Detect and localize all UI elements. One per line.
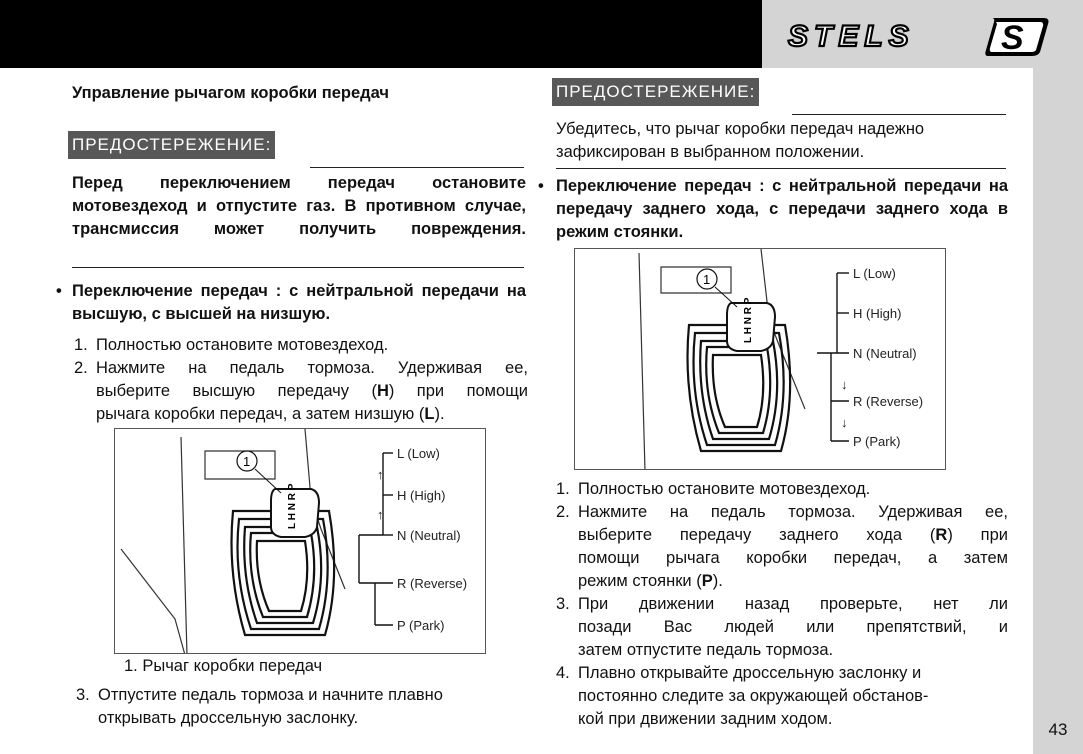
svg-text:1: 1 xyxy=(703,272,711,287)
step-3-left: 3. Отпустите педаль тормоза и начните плавно открывать дроссельную заслонку. xyxy=(76,686,443,727)
step-1-right: 1. Полностью остановите мотовездеход. xyxy=(556,480,871,498)
caution-label-left: ПРЕДОСТЕРЕЖЕНИЕ: xyxy=(68,131,275,159)
step-2-left: 2. Нажмите на педаль тормоза. Удерживая ее, выберите высшую передачу (H) при помощи рычага коробки передач, а затем низшую (L). xyxy=(74,359,528,423)
step-1-left: 1. Полностью остановите мотовездеход. xyxy=(74,336,389,354)
gear-label-neutral: N (Neutral) xyxy=(397,528,461,543)
svg-text:L H N R P: L H N R P xyxy=(743,297,754,343)
svg-text:↓: ↓ xyxy=(841,377,848,392)
gear-label-low: L (Low) xyxy=(397,446,440,461)
svg-text:STELS: STELS xyxy=(788,22,915,50)
step-3-right: 3. При движении назад проверьте, нет ли позади Вас людей или препятствий, и затем отпустите педаль тормоза. xyxy=(556,595,1008,659)
steps-left xyxy=(74,334,528,426)
gear-label-low-r: L (Low) xyxy=(853,266,896,281)
gear-label-neutral-r: N (Neutral) xyxy=(853,346,917,361)
header-black-band xyxy=(0,0,762,68)
caution-rule-top-right xyxy=(792,114,1006,115)
shift-diagram-right xyxy=(574,248,946,470)
gear-label-high: H (High) xyxy=(397,488,446,503)
right-side-band xyxy=(1033,68,1083,754)
caution-rule-bottom-left xyxy=(72,267,524,268)
step-2-right: 2. Нажмите на педаль тормоза. Удерживая ее, выберите передачу заднего хода (R) при помощи рычага коробки передач, а затем режим стоянки (P). xyxy=(556,503,1008,590)
caution-text-right: Убедитесь, что рычаг коробки передач надежно зафиксирован в выбранном положении. xyxy=(556,120,925,161)
page-number: 43 xyxy=(1048,720,1068,739)
shift-lever-illustration-right xyxy=(575,249,946,470)
step-4-right: 4. Плавно открывайте дроссельную заслонку и постоянно следите за окружающей обстанов- кой при движении задним ходом. xyxy=(556,664,929,728)
stels-s-logo-icon xyxy=(984,14,1052,58)
gear-label-park-r: P (Park) xyxy=(853,434,901,449)
steps-right xyxy=(556,478,1008,731)
svg-text:↑: ↑ xyxy=(377,467,384,482)
caution-label-right: ПРЕДОСТЕРЕЖЕНИЕ: xyxy=(552,78,759,106)
caution-rule-top-left xyxy=(310,167,524,168)
svg-text:S: S xyxy=(1001,19,1024,57)
svg-text:L H N R P: L H N R P xyxy=(287,483,298,529)
gear-label-high-r: H (High) xyxy=(853,306,902,321)
procedure-bullet-left: • Переключение передач : с нейтральной передачи на высшую, с высшей на низшую. xyxy=(56,282,526,323)
gear-label-reverse: R (Reverse) xyxy=(397,576,468,591)
gear-label-reverse-r: R (Reverse) xyxy=(853,394,924,409)
stels-wordmark xyxy=(786,22,976,50)
shift-diagram-left xyxy=(114,428,486,654)
procedure-bullet-right: • Переключение передач : с нейтральной передачи на передачу заднего хода, с передачи заднего хода в режим стоянки. xyxy=(538,177,1008,241)
brand-logo-area xyxy=(762,0,1083,68)
caution-text-left: Перед переключением передач остановите мотовездеход и отпустите газ. В противном случае, трансмиссия может получить повреждения. xyxy=(72,174,526,238)
gear-label-park: P (Park) xyxy=(397,618,445,633)
section-heading: Управление рычагом коробки передач xyxy=(72,84,389,102)
figure-caption: 1. Рычаг коробки передач xyxy=(124,657,323,675)
caution-rule-bottom-right xyxy=(556,168,1006,169)
svg-text:↑: ↑ xyxy=(377,507,384,522)
shift-lever-illustration xyxy=(115,429,486,654)
svg-text:1: 1 xyxy=(243,454,251,469)
svg-text:↓: ↓ xyxy=(841,415,848,430)
